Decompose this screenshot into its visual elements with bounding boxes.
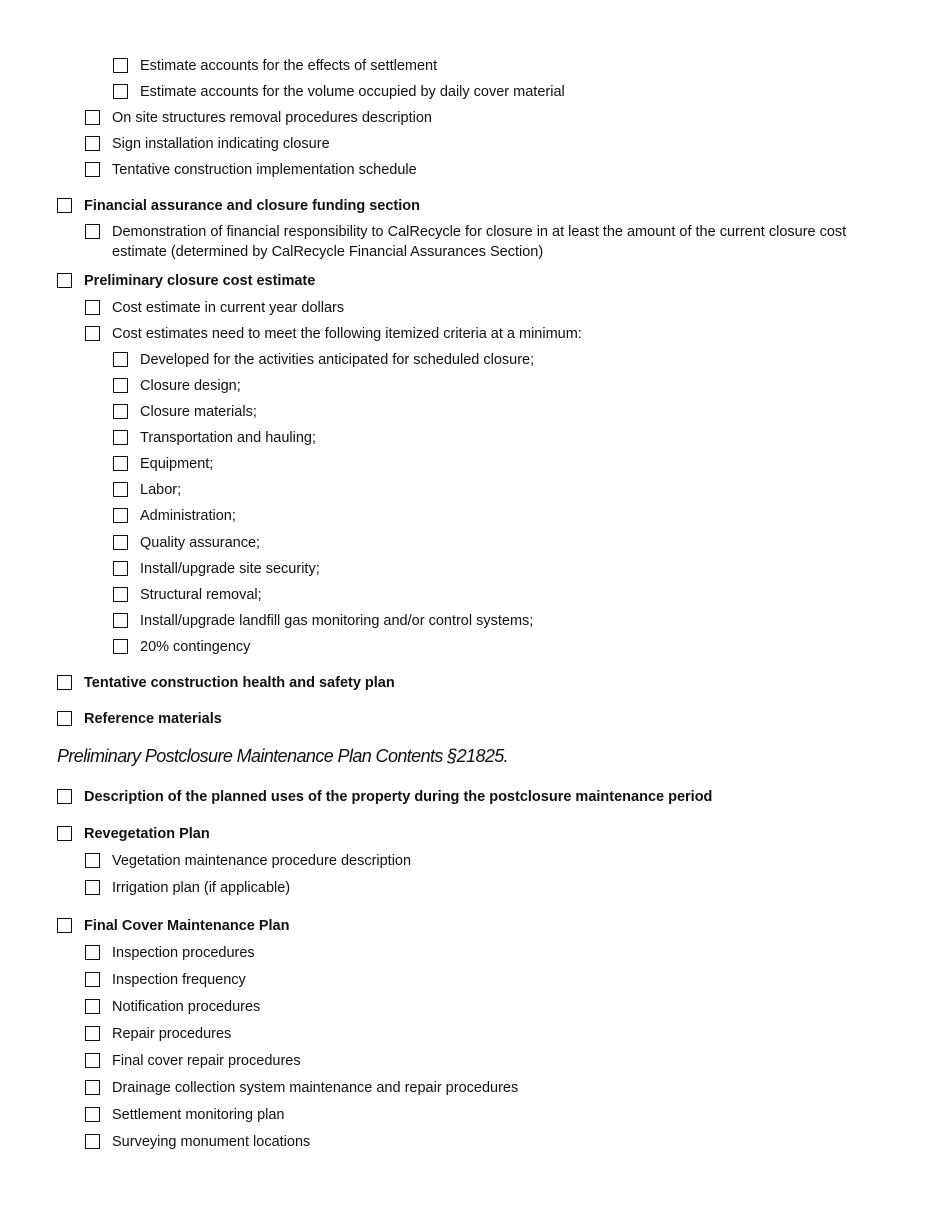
section-title: Preliminary closure cost estimate xyxy=(84,273,316,289)
item-label: Cost estimate in current year dollars xyxy=(112,300,345,316)
checkbox[interactable] xyxy=(57,273,72,288)
checkbox[interactable] xyxy=(113,508,128,523)
checkbox[interactable] xyxy=(57,826,72,841)
checkbox[interactable] xyxy=(113,587,128,602)
checkbox[interactable] xyxy=(113,535,128,550)
item-label: Transportation and hauling; xyxy=(140,430,316,446)
checkbox[interactable] xyxy=(57,675,72,690)
item-label: Closure materials; xyxy=(140,404,257,420)
item-label: Developed for the activities anticipated for scheduled closure; xyxy=(140,352,535,368)
checkbox[interactable] xyxy=(113,404,128,419)
checkbox[interactable] xyxy=(113,561,128,576)
checkbox[interactable] xyxy=(113,58,128,73)
item-label: Cost estimates need to meet the following itemized criteria at a minimum: xyxy=(112,326,582,342)
checkbox[interactable] xyxy=(85,999,100,1014)
item-label: Inspection frequency xyxy=(112,972,246,988)
checkbox[interactable] xyxy=(85,972,100,987)
checkbox[interactable] xyxy=(85,300,100,315)
item-label: Closure design; xyxy=(140,378,241,394)
item-label: Administration; xyxy=(140,508,236,524)
item-label: 20% contingency xyxy=(140,639,251,655)
checkbox[interactable] xyxy=(113,352,128,367)
section-title: Final Cover Maintenance Plan xyxy=(84,918,290,934)
item-label: Estimate accounts for the effects of settlement xyxy=(140,58,438,74)
checkbox[interactable] xyxy=(113,84,128,99)
item-label: Equipment; xyxy=(140,456,214,472)
item-label: Quality assurance; xyxy=(140,535,261,551)
checkbox[interactable] xyxy=(113,639,128,654)
checkbox[interactable] xyxy=(85,224,100,239)
checkbox[interactable] xyxy=(85,1026,100,1041)
checkbox[interactable] xyxy=(57,789,72,804)
item-label: Irrigation plan (if applicable) xyxy=(112,880,291,896)
checkbox[interactable] xyxy=(85,945,100,960)
checkbox[interactable] xyxy=(85,880,100,895)
section-title: Tentative construction health and safety plan xyxy=(84,675,395,691)
checkbox[interactable] xyxy=(85,1107,100,1122)
item-label: Install/upgrade landfill gas monitoring and/or control systems; xyxy=(140,613,534,629)
section-title: Financial assurance and closure funding section xyxy=(84,198,420,214)
checkbox[interactable] xyxy=(57,711,72,726)
item-label: Settlement monitoring plan xyxy=(112,1107,285,1123)
checkbox[interactable] xyxy=(85,853,100,868)
item-label: Drainage collection system maintenance and repair procedures xyxy=(112,1080,519,1096)
checkbox[interactable] xyxy=(85,136,100,151)
checkbox[interactable] xyxy=(113,378,128,393)
item-label: Inspection procedures xyxy=(112,945,255,961)
item-label: Install/upgrade site security; xyxy=(140,561,320,577)
checkbox[interactable] xyxy=(85,1134,100,1149)
item-label: Final cover repair procedures xyxy=(112,1053,301,1069)
item-label: On site structures removal procedures description xyxy=(112,110,432,126)
item-label: Demonstration of financial responsibility to CalRecycle for closure in at least the amount of the current closure cost estimate (determined by CalRecycle Financial Assurances Section) xyxy=(112,224,847,260)
item-label: Notification procedures xyxy=(112,999,261,1015)
checkbox[interactable] xyxy=(85,162,100,177)
checkbox[interactable] xyxy=(85,1080,100,1095)
checkbox[interactable] xyxy=(57,918,72,933)
item-label: Surveying monument locations xyxy=(112,1134,311,1150)
item-label: Tentative construction implementation schedule xyxy=(112,162,417,178)
section-title: Reference materials xyxy=(84,711,222,727)
checkbox[interactable] xyxy=(113,613,128,628)
checkbox[interactable] xyxy=(57,198,72,213)
checkbox[interactable] xyxy=(113,456,128,471)
checkbox[interactable] xyxy=(85,110,100,125)
checkbox[interactable] xyxy=(113,482,128,497)
postclosure-heading: Preliminary Postclosure Maintenance Plan Contents §21825. xyxy=(57,746,509,766)
item-label: Vegetation maintenance procedure description xyxy=(112,853,412,869)
section-title: Revegetation Plan xyxy=(84,826,210,842)
item-label: Repair procedures xyxy=(112,1026,232,1042)
checkbox[interactable] xyxy=(85,326,100,341)
item-label: Sign installation indicating closure xyxy=(112,136,330,152)
checkbox[interactable] xyxy=(113,430,128,445)
section-title: Description of the planned uses of the property during the postclosure maintenance period xyxy=(84,789,713,805)
checkbox[interactable] xyxy=(85,1053,100,1068)
item-label: Estimate accounts for the volume occupied by daily cover material xyxy=(140,84,565,100)
item-label: Labor; xyxy=(140,482,182,498)
item-label: Structural removal; xyxy=(140,587,262,603)
